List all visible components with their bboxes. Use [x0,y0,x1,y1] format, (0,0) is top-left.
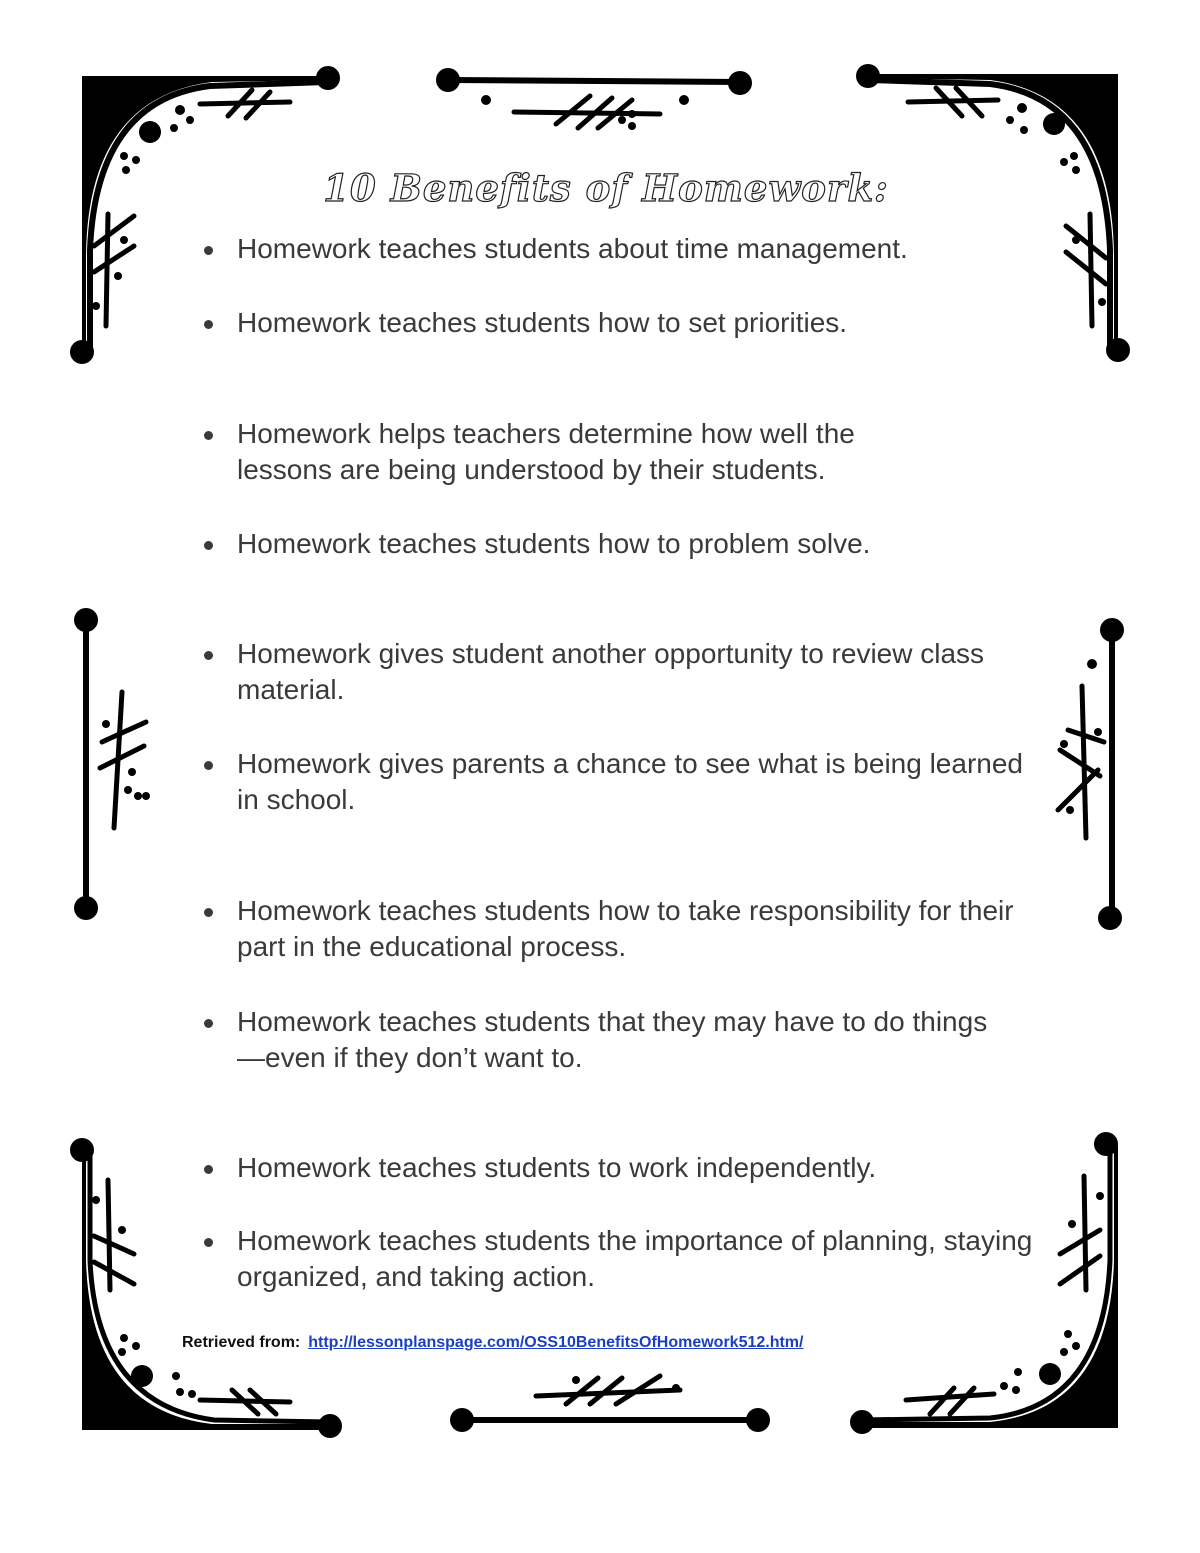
center-ornament-top [436,68,752,130]
source-label: Retrieved from: [182,1334,301,1351]
source-citation [182,1334,803,1352]
side-ornament-left [74,608,150,920]
source-link[interactable]: http://lessonplanspage.com/OSS10BenefitsOfHomework512.htm/ [308,1334,804,1351]
benefit-list-item: Homework teaches students that they may have to do things—even if they don’t want to. [237,1004,1007,1076]
benefit-list-item: Homework teaches students how to take responsibility for their part in the educational process. [237,893,1057,965]
benefit-list-item: Homework teaches students to work independently. [237,1150,1067,1186]
benefit-list-item: Homework helps teachers determine how well the lessons are being understood by their students. [237,416,957,488]
side-ornament-right [1058,618,1124,930]
center-ornament-bottom [450,1376,770,1432]
benefit-list-item: Homework gives student another opportunity to review class material. [237,636,1027,708]
benefit-list-item: Homework teaches students about time management. [237,231,1067,267]
benefit-list-item: Homework gives parents a chance to see what is being learned in school. [237,746,1027,818]
benefit-list-item: Homework teaches students how to problem solve. [237,526,1067,562]
benefit-list-item: Homework teaches students how to set priorities. [237,305,1067,341]
page-title: 10 Benefits of Homework: [323,166,889,210]
benefit-list-item: Homework teaches students the importance of planning, staying organized, and taking action. [237,1223,1037,1295]
